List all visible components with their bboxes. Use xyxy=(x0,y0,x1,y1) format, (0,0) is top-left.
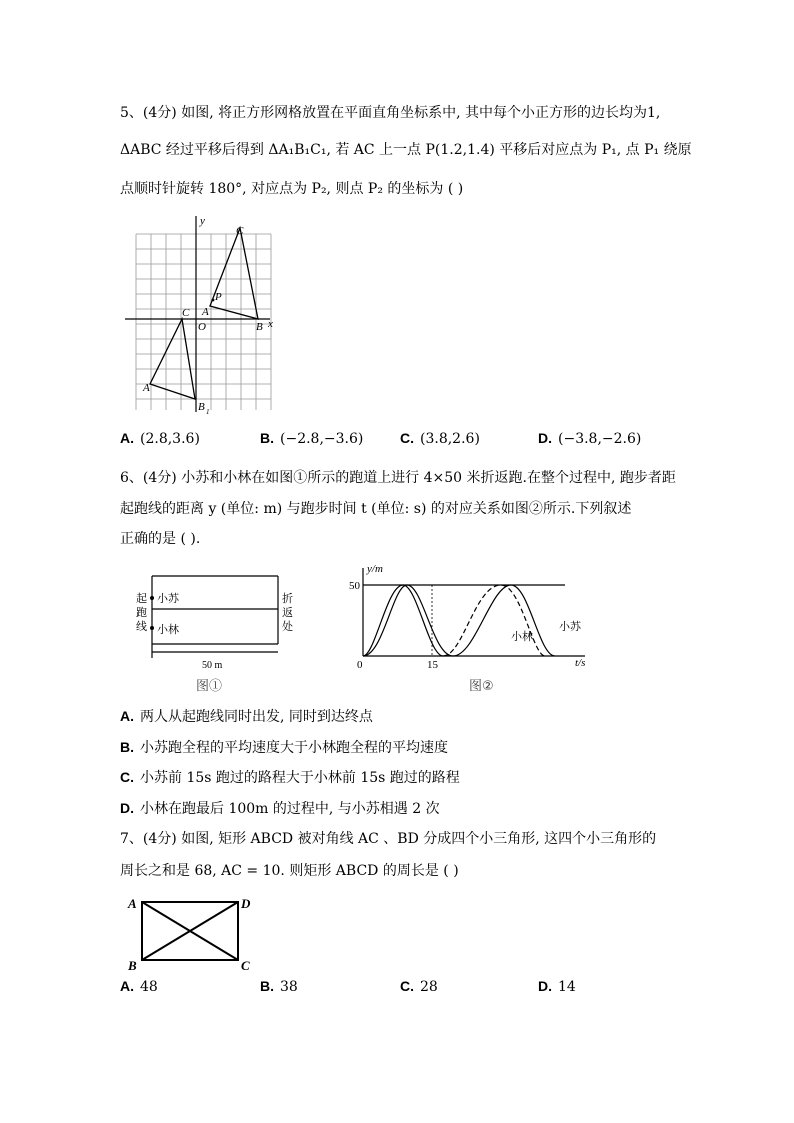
q5-label-c: C xyxy=(236,225,244,237)
q5-stem-line-1: 5、(4分) 如图, 将正方形网格放置在平面直角坐标系中, 其中每个小正方形的边长均为1, xyxy=(120,105,661,121)
q5-label-a: A xyxy=(202,306,209,318)
q6-start-line-label-2: 跑 xyxy=(136,607,147,619)
q6-stem-line-3: 正确的是 ( ). xyxy=(120,531,201,547)
q5-label-a1: A xyxy=(143,382,150,394)
q6-fig2-lin-label: 小林 xyxy=(511,630,533,643)
q5-label-p: P xyxy=(215,291,222,303)
q6-fig1-lin-label: 小林 xyxy=(157,624,179,636)
q5-option-a[interactable]: A. (2.8,3.6) xyxy=(120,430,200,447)
q6-stem-line-2: 起跑线的距离 y (单位: m) 与跑步时间 t (单位: s) 的对应关系如图②所示.下列叙述 xyxy=(120,501,632,517)
q7-option-d[interactable]: D. 14 xyxy=(538,978,576,995)
q6-start-line-label-1: 起 xyxy=(136,593,147,605)
q6-option-c[interactable]: C. 小苏前 15s 跑过的路程大于小林前 15s 跑过的路程 xyxy=(120,769,460,786)
q6-fig2-origin-label: 0 xyxy=(357,659,363,671)
q6-stem-line-1: 6、(4分) 小苏和小林在如图①所示的跑道上进行 4×50 米折返跑.在整个过程中, 跑步者距 xyxy=(120,470,676,486)
q6-option-b[interactable]: B. 小苏跑全程的平均速度大于小林跑全程的平均速度 xyxy=(120,739,448,756)
q6-fig2-y50-label: 50 xyxy=(349,580,360,592)
q6-fig2-caption: 图② xyxy=(469,679,494,694)
q7-option-c[interactable]: C. 28 xyxy=(400,978,438,995)
q7-option-a[interactable]: A. 48 xyxy=(120,978,158,995)
q6-distance-time-graph xyxy=(345,560,595,696)
q5-stem-line-3: 点顺时针旋转 180°, 对应点为 P₂, 则点 P₂ 的坐标为 ( ) xyxy=(120,181,464,197)
q7-label-b: B xyxy=(128,958,137,973)
q6-fig1-length-label: 50 m xyxy=(202,660,223,671)
q6-turn-label-1: 折 xyxy=(282,593,293,605)
q5-label-b: B xyxy=(256,321,263,333)
q6-option-a[interactable]: A. 两人从起跑线同时出发, 同时到达终点 xyxy=(120,708,373,725)
q6-fig2-su-label: 小苏 xyxy=(559,620,581,633)
q5-label-b1: B xyxy=(198,401,205,413)
q6-fig1-su-label: 小苏 xyxy=(157,593,179,605)
q7-stem-line-1: 7、(4分) 如图, 矩形 ABCD 被对角线 AC 、BD 分成四个小三角形, 这四个小三角形的 xyxy=(120,831,657,847)
q6-turn-label-2: 返 xyxy=(282,607,293,619)
q5-option-b[interactable]: B. (−2.8,−3.6) xyxy=(260,430,364,447)
q5-option-c[interactable]: C. (3.8,2.6) xyxy=(400,430,480,447)
q5-label-o: O xyxy=(198,321,206,333)
q7-label-a: A xyxy=(128,896,137,911)
q5-coordinate-grid-figure xyxy=(120,212,280,418)
q6-fig1-caption: 图① xyxy=(196,678,223,693)
q6-turn-label-3: 处 xyxy=(282,621,293,633)
q7-label-c: C xyxy=(241,958,250,973)
q6-fig2-y-label: y/m xyxy=(367,563,383,575)
q5-option-d[interactable]: D. (−3.8,−2.6) xyxy=(538,430,642,447)
q6-start-line-label-3: 线 xyxy=(136,621,147,633)
q7-option-b[interactable]: B. 38 xyxy=(260,978,298,995)
q5-label-b1-sub: 1 xyxy=(206,408,210,416)
q5-x-axis-label: x xyxy=(268,318,273,330)
q6-track-figure xyxy=(130,572,310,694)
q5-y-axis-label: y xyxy=(200,215,205,227)
q6-option-d[interactable]: D. 小林在跑最后 100m 的过程中, 与小苏相遇 2 次 xyxy=(120,800,440,817)
q5-label-c1: C xyxy=(182,307,190,319)
q6-fig2-x15-label: 15 xyxy=(427,659,438,671)
q6-fig2-x-label: t/s xyxy=(575,657,586,669)
q7-rectangle-figure xyxy=(124,894,260,974)
q5-stem-line-2: ΔABC 经过平移后得到 ΔA₁B₁C₁, 若 AC 上一点 P(1.2,1.4) 平移后对应点为 P₁, 点 P₁ 绕原 xyxy=(120,142,692,158)
q7-stem-line-2: 周长之和是 68, AC = 10. 则矩形 ABCD 的周长是 ( ) xyxy=(120,863,459,879)
q7-label-d: D xyxy=(241,896,251,911)
